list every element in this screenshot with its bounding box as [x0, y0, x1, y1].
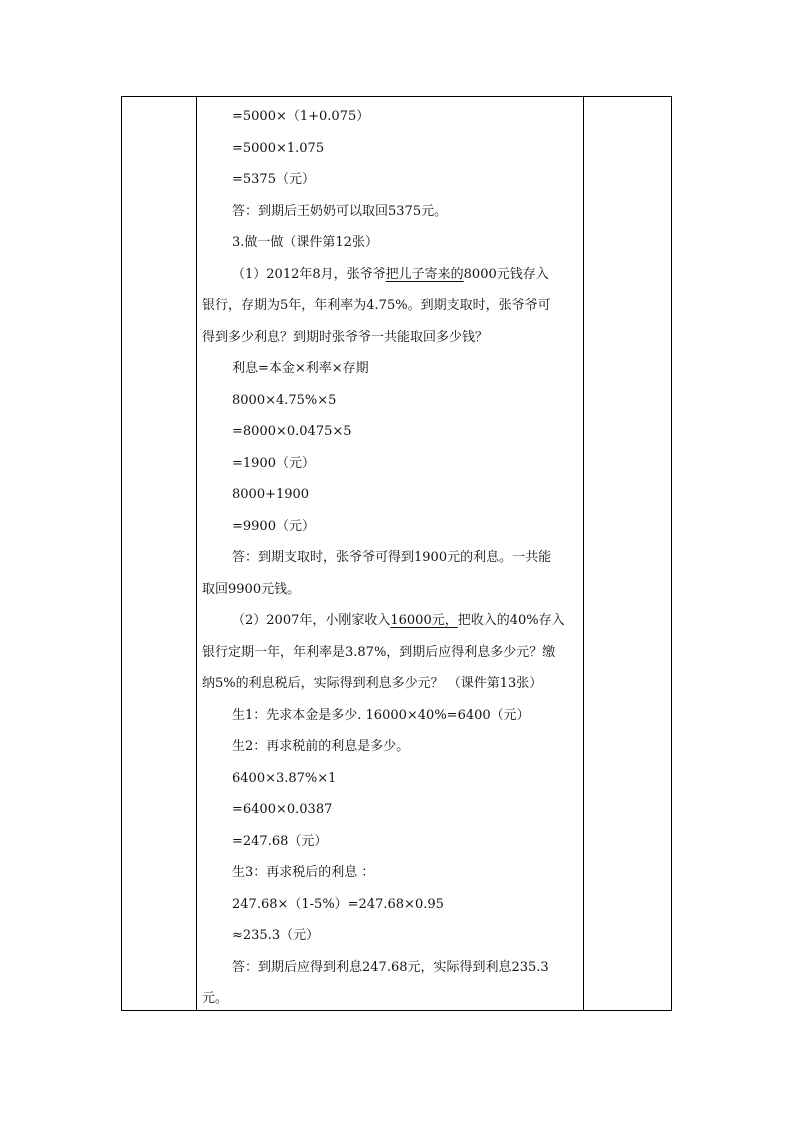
text-line: 6400×3.87%×1 [232, 770, 337, 786]
underlined-text: 16000元， [390, 613, 458, 628]
text-line: 元。 [202, 991, 229, 1006]
text-line: 纳5%的利息税后，实际得到利息多少元？ （课件第13张） [202, 676, 543, 691]
text-segment: （2）2007年，小刚家收入 [232, 613, 391, 628]
text-line: =5375（元） [232, 172, 315, 187]
text-segment: 8000元钱存入 [463, 266, 549, 282]
text-line [198, 259, 582, 291]
text-line: =5000×（1+0.075） [232, 109, 370, 124]
underlined-text: 把儿子寄来的 [385, 266, 464, 282]
text-line: =247.68（元） [232, 833, 328, 849]
text-line: 利息=本金×利率×存期 [232, 361, 369, 376]
text-line: =8000×0.0475×5 [232, 424, 352, 439]
column-divider-right [583, 97, 584, 1010]
text-line: 生1：先求本金是多少. 16000×40%=6400（元） [232, 707, 530, 723]
lesson-table [121, 96, 672, 1011]
text-line [198, 605, 582, 637]
text-line: =5000×1.075 [232, 140, 325, 156]
text-line: =6400×0.0387 [232, 802, 333, 817]
text-line: 生3：再求税后的利息 ： [232, 865, 375, 880]
text-line: =9900（元） [232, 518, 315, 534]
text-line: 生2：再求税前的利息是多少。 [232, 739, 410, 754]
text-line: 取回9900元钱。 [202, 581, 301, 597]
text-line: 得到多少利息？到期时张爷爷一共能取回多少钱？ [202, 329, 489, 345]
text-line: 答：到期支取时，张爷爷可得到1900元的利息。一共能 [232, 550, 552, 565]
column-divider-left [196, 97, 197, 1010]
text-line: 银行，存期为5年，年利率为4.75%。到期支取时，张爷爷可 [202, 298, 551, 313]
text-line: 8000+1900 [232, 487, 310, 502]
text-line: 银行定期一年，年利率是3.87%，到期后应得利息多少元？缴 [202, 644, 556, 660]
text-segment: 把收入的40%存入 [457, 613, 565, 628]
lesson-content [198, 97, 582, 1015]
text-line: 8000×4.75%×5 [232, 392, 337, 408]
text-line: 答：到期后应得到利息247.68元，实际得到利息235.3 [232, 959, 549, 975]
text-line: 247.68×（1-5%）=247.68×0.95 [232, 896, 444, 912]
text-line: 3.做一做（课件第12张） [232, 235, 378, 250]
text-segment: （1）2012年8月，张爷爷 [232, 266, 386, 282]
text-line: 答：到期后王奶奶可以取回5375元。 [232, 203, 448, 219]
text-line: ≈235.3（元） [232, 928, 320, 943]
text-line: =1900（元） [232, 455, 315, 471]
